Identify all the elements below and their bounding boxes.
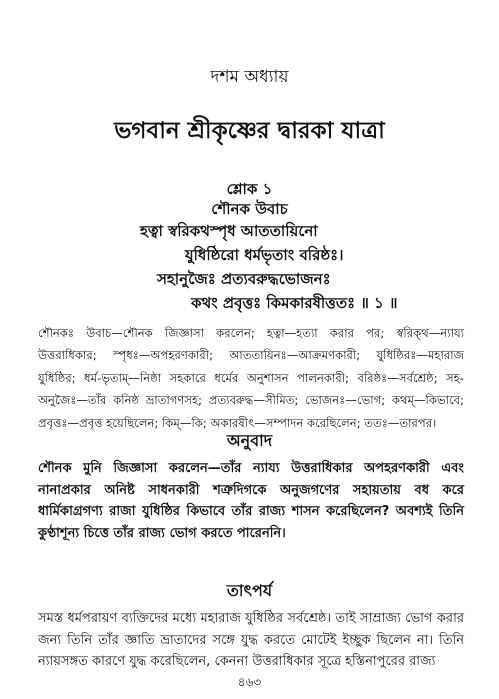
purport-heading: তাৎপর্য bbox=[226, 581, 273, 600]
chapter-heading: দশম অধ্যায় bbox=[210, 67, 289, 87]
sloka-number: শ্লোক ১ bbox=[226, 180, 273, 198]
purport-text: সমস্ত ধর্মপরায়ণ ব্যক্তিদের মধ্যে মহারাজ যুধিষ্ঠির সর্বশ্রেষ্ঠ। তাই সাম্রাজ্য ভোগ করার জন্য তিনি তাঁর জ্ঞাতি ভ্রাতাদের সঙ্গে যুদ্ধ করতে মোটেই ইচ্ছুক ছিলেন না। তিনি ন্যায়সঙ্গত কারণে যুদ্ধ করেছিলেন, কেননা উত্তরাধিকার সূত্রে হস্তিনাপুরের রাজ্য bbox=[38, 611, 464, 669]
verse-line: হত্বা স্বরিকথস্পৃধ আততায়িনো bbox=[140, 222, 318, 240]
chapter-title: ভগবান শ্রীকৃষ্ণের দ্বারকা যাত্রা bbox=[114, 118, 385, 144]
verse-line: সহানুজৈঃ প্রত্যবরুদ্ধভোজনঃ bbox=[157, 270, 331, 288]
verse-line: কথং প্রবৃত্তঃ কিমকারষীত্ততঃ ॥ ১ ॥ bbox=[191, 294, 398, 312]
verse-line: শৌনক উবাচ bbox=[211, 200, 288, 218]
verse-line: যুধিষ্ঠিরো ধর্মভৃতাং বরিষ্ঠঃ। bbox=[185, 246, 344, 264]
word-for-word-synonyms: শৌনকঃ উবাচ—শৌনক জিজ্ঞাসা করলেন; হত্বা—হত্যা করার পর; স্বরিক্থ—ন্যায্য উত্তরাধিকার; স্পৃধঃ—অপহরণকারী; আততায়িনঃ—আক্রমণকারী; যুধিষ্ঠিরঃ—মহারাজ যুধিষ্ঠির; ধর্ম-ভৃতাম্—নিষ্ঠা সহকারে ধর্মের অনুশাসন পালনকারী; বরিষ্ঠঃ—সর্বশ্রেষ্ঠ; সহ-অনুজৈঃ—তাঁর কনিষ্ঠ ভ্রাতাগণসহ; প্রত্যবরুদ্ধ—সীমিত; ভোজনঃ—ভোগ; কথম্—কিভাবে; প্রবৃত্তঃ—প্রবৃত্ত হয়েছিলেন; কিম্—কি; অকারষীৎ—সম্পাদন করেছিলেন; ততঃ—তারপর। bbox=[38, 326, 464, 430]
page-number: ৪৬৩ bbox=[237, 675, 262, 689]
translation-text: শৌনক মুনি জিজ্ঞাসা করলেন—তাঁর ন্যায্য উত্তরাধিকার অপহরণকারী এবং নানাপ্রকার অনিষ্ট সাধনকারী শত্রুদিগকে অনুজগণের সহায়তায় বধ করে ধার্মিকাগ্রগণ্য রাজা যুধিষ্ঠির কিভাবে তাঁর রাজ্য শাসন করেছিলেন? অবশ্যই তিনি কুণ্ঠাশূন্য চিত্তে তাঁর রাজ্য ভোগ করতে পারেননি। bbox=[38, 461, 464, 541]
translation-heading: অনুবাদ bbox=[226, 431, 273, 450]
